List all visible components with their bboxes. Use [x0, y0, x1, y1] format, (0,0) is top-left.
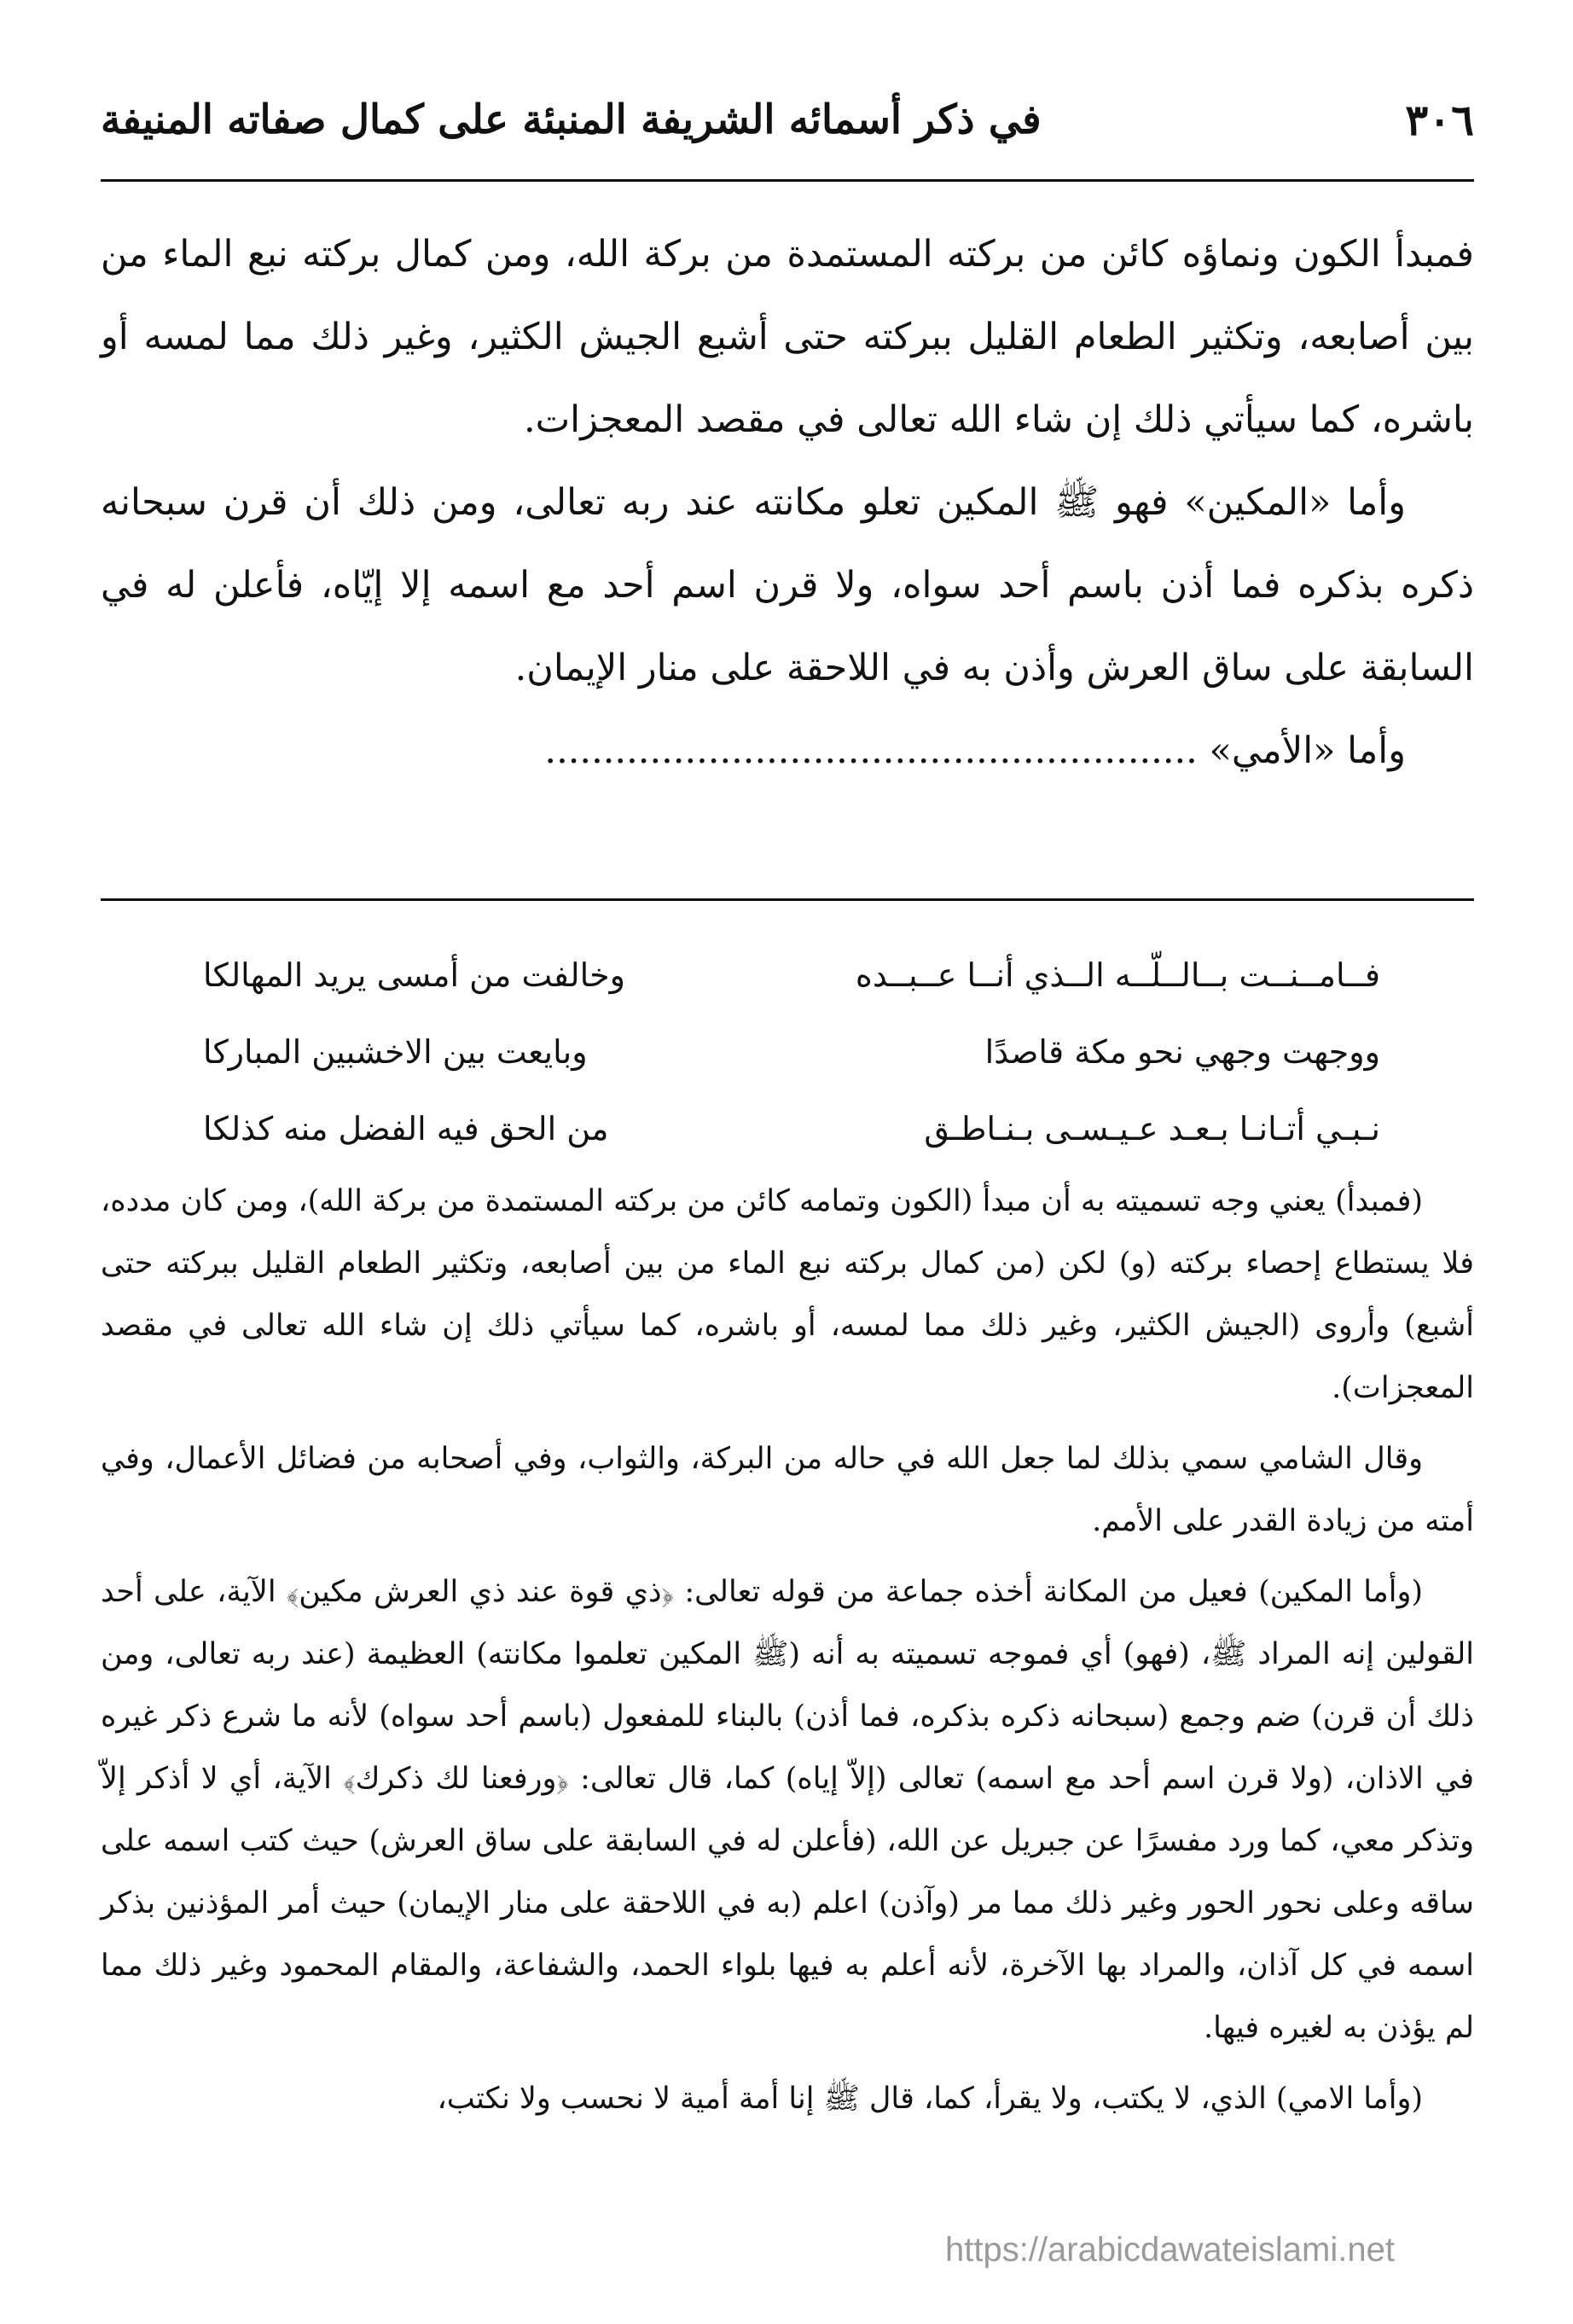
page-number: ٣٠٦ [1405, 94, 1474, 145]
commentary-divider [101, 898, 1474, 901]
commentary-paragraph: (فمبدأ) يعني وجه تسميته به أن مبدأ (الكون وتمامه كائن من بركته المستمدة من بركة الله)، ومن كان مدده، فلا يستطاع إحصاء بركته (و) لكن (من كمال بركته نبع الماء من بين أصابعه، وتكثير الطعام القليل ببركته حتى أشبع) وأروى (الجيش الكثير، وغير ذلك مما لمسه، أو باشره، كما سيأتي ذلك إن شاء الله تعالى في مقصد المعجزات). [101, 1184, 1474, 1405]
verse-first-hemistich: ووجهت وجهي نحو مكة قاصدًا [984, 1033, 1380, 1071]
page-header [101, 78, 1474, 160]
verse-line [101, 1090, 1474, 1167]
verse-line [101, 937, 1474, 1014]
commentary-paragraph: وقال الشامي سمي بذلك لما جعل الله في حاله من البركة، والثواب، وفي أصحابه من فضائل الأعمال، وفي أمته من زيادة القدر على الأمم. [101, 1442, 1474, 1538]
verse-second-hemistich: وخالفت من أمسى يريد المهالكا [203, 956, 626, 994]
verse-line [101, 1014, 1474, 1090]
commentary-paragraph: (وأما الامي) الذي، لا يكتب، ولا يقرأ، كما، قال ﷺ إنا أمة أمية لا نحسب ولا نكتب، [437, 2082, 1423, 2116]
header-divider [101, 179, 1474, 182]
commentary-paragraph: (وأما المكين) فعيل من المكانة أخذه جماعة من قوله تعالى: ﴿ذي قوة عند ذي العرش مكين﴾ الآية، على أحد القولين إنه المراد ﷺ، (فهو) أي فموجه تسميته به أنه (ﷺ المكين تعلموا مكانته) العظيمة (عند ربه تعالى، ومن ذلك أن قرن) ضم وجمع (سبحانه ذكره بذكره، فما أذن) بالبناء للمفعول (باسم أحد سواه) لأنه ما شرع ذكر غيره في الاذان، (ولا قرن اسم أحد مع اسمه) تعالى (إلاّ إياه) كما، قال تعالى: ﴿ورفعنا لك ذكرك﴾ الآية، أي لا أذكر إلاّ وتذكر معي، كما ورد مفسرًا عن جبريل عن الله، (فأعلن له في السابقة على ساق العرش) حيث كتب اسمه على ساقه وعلى نحور الحور وغير ذلك مما مر (وآذن) اعلم (به في اللاحقة على منار الإيمان) حيث أمر المؤذنين بذكر اسمه في كل آذان، والمراد بها الآخرة، لأنه أعلم به فيها بلواء الحمد، والشفاعة، والمقام المحمود وغير ذلك مما لم يؤذن به لغيره فيها. [101, 1575, 1474, 2045]
verse-first-hemistich: نـبـي أتـانـا بـعـد عـيـسـى بـنـاطـق [924, 1110, 1380, 1147]
main-paragraph: وأما «الأمي» ........................................................ [544, 729, 1406, 772]
verse-second-hemistich: وبايعت بين الاخشبين المباركا [203, 1033, 588, 1071]
main-text [101, 213, 1474, 793]
running-title: في ذكر أسمائه الشريفة المنبئة على كمال صفاته المنيفة [101, 96, 1042, 143]
verse-first-hemistich: فــامــنــت بــالــلّــه الــذي أنــا عــبــده [855, 956, 1380, 994]
main-paragraph: وأما «المكين» فهو ﷺ المكين تعلو مكانته عند ربه تعالى، ومن ذلك أن قرن سبحانه ذكره بذكره فما أذن باسم أحد سواه، ولا قرن اسم أحد مع اسمه إلا إيّاه، فأعلن له في السابقة على ساق العرش وأذن به في اللاحقة على منار الإيمان. [101, 481, 1474, 689]
poetry-block [101, 937, 1474, 1167]
watermark-url: https://arabicdawateislami.net [945, 2231, 1395, 2269]
verse-second-hemistich: من الحق فيه الفضل منه كذلكا [203, 1110, 609, 1147]
main-paragraph: فمبدأ الكون ونماؤه كائن من بركته المستمدة من بركة الله، ومن كمال بركته نبع الماء من بين أصابعه، وتكثير الطعام القليل ببركته حتى أشبع الجيش الكثير، وغير ذلك مما لمسه أو باشره، كما سيأتي ذلك إن شاء الله تعالى في مقصد المعجزات. [101, 233, 1474, 441]
commentary-text [101, 1171, 1474, 2130]
